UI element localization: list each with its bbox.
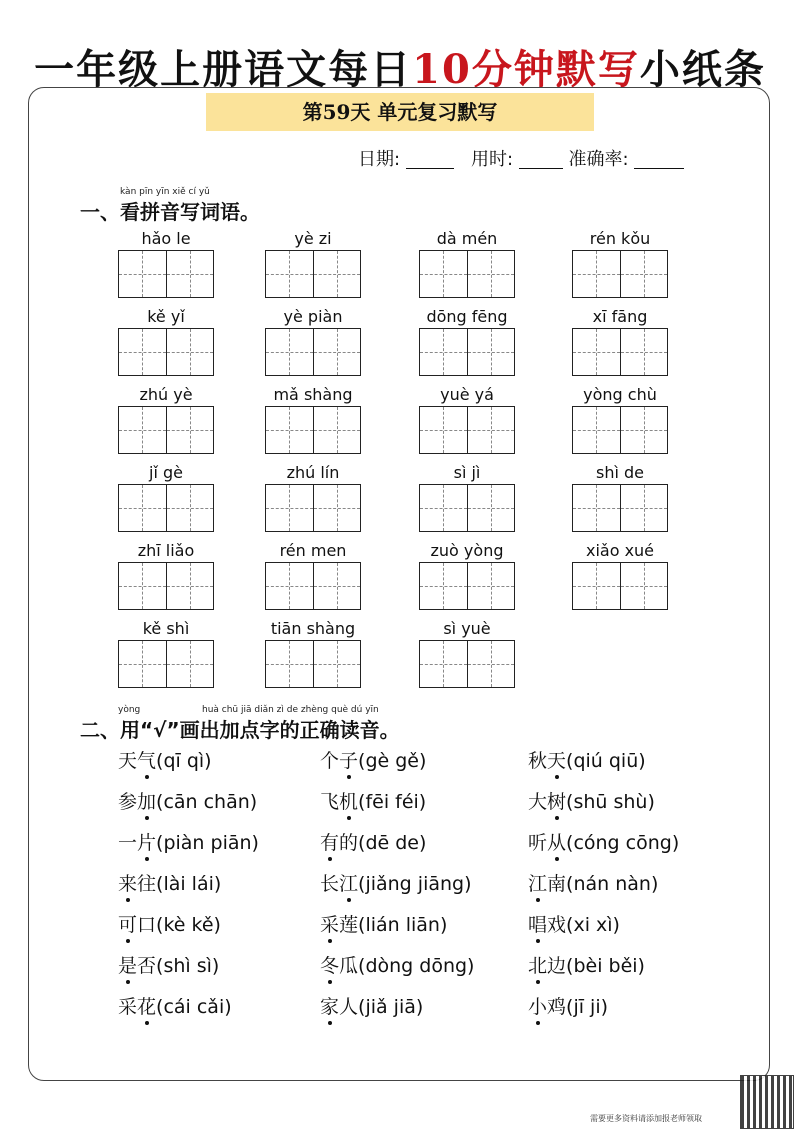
tian-cell[interactable] — [313, 563, 361, 609]
writing-boxes[interactable] — [572, 328, 668, 376]
writing-boxes[interactable] — [265, 328, 361, 376]
tian-cell[interactable] — [313, 641, 361, 687]
time-field[interactable] — [519, 150, 563, 169]
tian-cell[interactable] — [420, 329, 467, 375]
tian-cell[interactable] — [166, 563, 214, 609]
pinyin-label: zhī liǎo — [137, 541, 195, 560]
word-item — [419, 540, 515, 610]
word-item — [118, 462, 214, 532]
word-item — [265, 384, 361, 454]
tian-cell[interactable] — [620, 407, 668, 453]
writing-boxes[interactable] — [419, 406, 515, 454]
pinyin-options[interactable]: (cóng cōng) — [566, 832, 680, 854]
pinyin-label: rén kǒu — [589, 229, 651, 248]
tian-cell[interactable] — [266, 641, 313, 687]
pinyin-label: zhú yè — [139, 385, 193, 404]
pronunciation-question[interactable] — [118, 869, 221, 896]
writing-boxes[interactable] — [118, 250, 214, 298]
tian-cell[interactable] — [119, 329, 166, 375]
pronunciation-question[interactable] — [320, 787, 426, 814]
writing-boxes[interactable] — [118, 484, 214, 532]
tian-cell[interactable] — [420, 563, 467, 609]
word-char: 可 — [118, 914, 138, 936]
pronunciation-question[interactable] — [320, 746, 426, 773]
page-title: 一年级上册语文每日10分钟默写小纸条 — [34, 46, 766, 93]
word-char: 一 — [118, 832, 138, 854]
tian-cell[interactable] — [266, 563, 313, 609]
tian-cell[interactable] — [119, 251, 166, 297]
pinyin-options[interactable]: (cái cǎi) — [156, 996, 232, 1018]
section2-ruby-b: huà chū jiā diǎn zì de zhèng què dú yīn — [202, 705, 379, 715]
word-char: 小 — [528, 996, 548, 1018]
pinyin-label: yòng chù — [583, 385, 657, 404]
tian-cell[interactable] — [313, 329, 361, 375]
tian-cell[interactable] — [467, 407, 515, 453]
pinyin-options[interactable]: (kè kě) — [156, 914, 221, 936]
date-label: 日期: — [358, 149, 401, 170]
tian-cell[interactable] — [467, 641, 515, 687]
word-item — [419, 384, 515, 454]
tian-cell[interactable] — [420, 641, 467, 687]
word-char: 花 — [137, 996, 157, 1018]
word-char: 是 — [118, 955, 138, 977]
tian-cell[interactable] — [467, 563, 515, 609]
writing-boxes[interactable] — [118, 406, 214, 454]
pinyin-options[interactable]: (jiǎng jiāng) — [358, 873, 472, 895]
pinyin-label: hǎo le — [141, 229, 191, 248]
word-char: 戏 — [547, 914, 567, 936]
tian-cell[interactable] — [573, 407, 620, 453]
pinyin-label: tiān shàng — [270, 619, 356, 638]
word-char: 个 — [320, 750, 340, 772]
writing-boxes[interactable] — [419, 484, 515, 532]
section2-title: 二、用“√”画出加点字的正确读音。 — [80, 718, 400, 742]
word-char: 参 — [118, 791, 138, 813]
footer-note: 需要更多资料请添加报老师领取 — [590, 1114, 702, 1123]
tian-cell[interactable] — [166, 485, 214, 531]
word-char: 加 — [137, 791, 157, 813]
word-char: 边 — [547, 955, 567, 977]
writing-boxes[interactable] — [419, 250, 515, 298]
word-char: 飞 — [320, 791, 340, 813]
pinyin-options[interactable]: (fēi féi) — [358, 791, 427, 813]
pinyin-label: yè zi — [294, 229, 332, 248]
pinyin-options[interactable]: (bèi běi) — [566, 955, 645, 977]
word-char: 天 — [547, 750, 567, 772]
tian-cell[interactable] — [119, 641, 166, 687]
word-item — [265, 462, 361, 532]
word-char: 北 — [528, 955, 548, 977]
qr-code — [740, 1075, 794, 1129]
word-item — [419, 462, 515, 532]
word-char: 树 — [547, 791, 567, 813]
word-item — [419, 306, 515, 376]
word-item — [265, 618, 361, 688]
writing-boxes[interactable] — [265, 406, 361, 454]
pinyin-options[interactable]: (jiǎ jiā) — [358, 996, 424, 1018]
word-item — [572, 384, 668, 454]
word-item — [118, 228, 214, 298]
writing-boxes[interactable] — [572, 484, 668, 532]
pronunciation-question[interactable] — [528, 951, 645, 978]
pinyin-label: sì jì — [453, 463, 481, 482]
pinyin-options[interactable]: (lián liān) — [358, 914, 448, 936]
meta-fields — [358, 145, 684, 171]
pronunciation-question[interactable] — [528, 869, 658, 896]
word-item — [265, 306, 361, 376]
word-item — [419, 618, 515, 688]
pinyin-label: yuè yá — [440, 385, 494, 404]
tian-cell[interactable] — [313, 251, 361, 297]
writing-boxes[interactable] — [419, 328, 515, 376]
tian-cell[interactable] — [573, 329, 620, 375]
tian-cell[interactable] — [573, 563, 620, 609]
pinyin-label: zhú lín — [286, 463, 340, 482]
tian-cell[interactable] — [420, 485, 467, 531]
pronunciation-question[interactable] — [118, 951, 219, 978]
word-char: 否 — [137, 955, 157, 977]
word-char: 瓜 — [339, 955, 359, 977]
word-item — [265, 228, 361, 298]
word-char: 的 — [339, 832, 359, 854]
word-char: 采 — [320, 914, 340, 936]
tian-cell[interactable] — [313, 407, 361, 453]
pinyin-options[interactable]: (jī ji) — [566, 996, 609, 1018]
pinyin-label: dōng fēng — [426, 307, 508, 326]
word-char: 唱 — [528, 914, 548, 936]
pinyin-label: jǐ gè — [149, 463, 183, 482]
word-item — [118, 618, 214, 688]
tian-cell[interactable] — [420, 251, 467, 297]
tian-cell[interactable] — [573, 485, 620, 531]
word-char: 南 — [547, 873, 567, 895]
pinyin-options[interactable]: (dē de) — [358, 832, 427, 854]
word-char: 大 — [528, 791, 548, 813]
day-label: 第59天 单元复习默写 — [206, 93, 594, 131]
writing-boxes[interactable] — [265, 484, 361, 532]
tian-cell[interactable] — [166, 407, 214, 453]
writing-boxes[interactable] — [265, 640, 361, 688]
pinyin-options[interactable]: (lài lái) — [156, 873, 222, 895]
pinyin-label: sì yuè — [443, 619, 491, 638]
tian-cell[interactable] — [620, 563, 668, 609]
pronunciation-question[interactable] — [528, 992, 608, 1019]
tian-cell[interactable] — [620, 485, 668, 531]
word-char: 往 — [137, 873, 157, 895]
time-label: 用时: — [470, 149, 514, 170]
pinyin-options[interactable]: (nán nàn) — [566, 873, 659, 895]
pinyin-options[interactable]: (shì sì) — [156, 955, 220, 977]
pinyin-label: dà mén — [436, 229, 498, 248]
word-char: 采 — [118, 996, 138, 1018]
word-char: 从 — [547, 832, 567, 854]
tian-cell[interactable] — [266, 407, 313, 453]
writing-boxes[interactable] — [419, 562, 515, 610]
word-char: 人 — [339, 996, 359, 1018]
word-char: 秋 — [528, 750, 548, 772]
pinyin-options[interactable]: (dòng dōng) — [358, 955, 475, 977]
word-char: 气 — [137, 750, 157, 772]
word-char: 长 — [320, 873, 340, 895]
pronunciation-question[interactable] — [118, 746, 212, 773]
pronunciation-question[interactable] — [118, 910, 221, 937]
pronunciation-question[interactable] — [320, 910, 447, 937]
writing-boxes[interactable] — [118, 640, 214, 688]
accuracy-label: 准确率: — [568, 149, 629, 170]
pinyin-options[interactable]: (qī qì) — [156, 750, 212, 772]
word-item — [118, 306, 214, 376]
tian-cell[interactable] — [266, 485, 313, 531]
tian-cell[interactable] — [467, 485, 515, 531]
tian-cell[interactable] — [467, 251, 515, 297]
word-item — [118, 540, 214, 610]
pinyin-label: shì de — [595, 463, 644, 482]
pronunciation-question[interactable] — [118, 992, 232, 1019]
pinyin-options[interactable]: (xi xì) — [566, 914, 620, 936]
pronunciation-question[interactable] — [320, 828, 426, 855]
word-char: 莲 — [339, 914, 359, 936]
pinyin-label: xī fāng — [592, 307, 648, 326]
pronunciation-question[interactable] — [118, 828, 259, 855]
pinyin-options[interactable]: (shū shù) — [566, 791, 655, 813]
pinyin-label: yè piàn — [283, 307, 343, 326]
word-char: 家 — [320, 996, 340, 1018]
tian-cell[interactable] — [166, 251, 214, 297]
tian-cell[interactable] — [266, 251, 313, 297]
word-char: 鸡 — [547, 996, 567, 1018]
pinyin-label: rén men — [279, 541, 347, 560]
word-char: 来 — [118, 873, 138, 895]
writing-boxes[interactable] — [572, 562, 668, 610]
pinyin-options[interactable]: (cān chān) — [156, 791, 258, 813]
writing-boxes[interactable] — [118, 328, 214, 376]
tian-cell[interactable] — [266, 329, 313, 375]
writing-boxes[interactable] — [265, 562, 361, 610]
date-field[interactable] — [406, 150, 454, 169]
tian-cell[interactable] — [620, 251, 668, 297]
word-item — [572, 462, 668, 532]
word-char: 冬 — [320, 955, 340, 977]
pinyin-options[interactable]: (qiú qiū) — [566, 750, 646, 772]
word-item — [265, 540, 361, 610]
accuracy-field[interactable] — [634, 150, 684, 169]
tian-cell[interactable] — [119, 485, 166, 531]
pinyin-label: kě yǐ — [147, 307, 185, 326]
word-char: 片 — [137, 832, 157, 854]
word-item — [572, 228, 668, 298]
pinyin-label: mǎ shàng — [273, 385, 353, 404]
pinyin-label: zuò yòng — [430, 541, 504, 560]
word-item — [572, 540, 668, 610]
pronunciation-question[interactable] — [320, 869, 472, 896]
pronunciation-question[interactable] — [528, 746, 646, 773]
tian-cell[interactable] — [119, 407, 166, 453]
pinyin-label: xiǎo xué — [585, 541, 655, 560]
word-char: 江 — [339, 873, 359, 895]
word-item — [572, 306, 668, 376]
pronunciation-question[interactable] — [528, 828, 679, 855]
pronunciation-question[interactable] — [320, 992, 423, 1019]
section1-ruby: kàn pīn yīn xiě cí yǔ — [120, 187, 210, 197]
word-char: 口 — [137, 914, 157, 936]
word-item — [118, 384, 214, 454]
pronunciation-question[interactable] — [320, 951, 474, 978]
pinyin-options[interactable]: (piàn piān) — [156, 832, 259, 854]
writing-boxes[interactable] — [572, 406, 668, 454]
tian-cell[interactable] — [313, 485, 361, 531]
word-char: 机 — [339, 791, 359, 813]
writing-boxes[interactable] — [572, 250, 668, 298]
tian-cell[interactable] — [166, 641, 214, 687]
word-char: 天 — [118, 750, 138, 772]
pronunciation-question[interactable] — [528, 787, 655, 814]
word-char: 听 — [528, 832, 548, 854]
writing-boxes[interactable] — [118, 562, 214, 610]
word-char: 子 — [339, 750, 359, 772]
writing-boxes[interactable] — [419, 640, 515, 688]
tian-cell[interactable] — [573, 251, 620, 297]
tian-cell[interactable] — [420, 407, 467, 453]
word-char: 有 — [320, 832, 340, 854]
section1-title: 一、看拼音写词语。 — [80, 200, 260, 224]
word-char: 江 — [528, 873, 548, 895]
word-item — [419, 228, 515, 298]
pronunciation-question[interactable] — [118, 787, 257, 814]
writing-boxes[interactable] — [265, 250, 361, 298]
pronunciation-question[interactable] — [528, 910, 620, 937]
pinyin-label: kě shì — [142, 619, 190, 638]
tian-cell[interactable] — [166, 329, 214, 375]
pinyin-options[interactable]: (gè gě) — [358, 750, 427, 772]
tian-cell[interactable] — [620, 329, 668, 375]
section2-ruby-a: yòng — [118, 705, 141, 715]
tian-cell[interactable] — [467, 329, 515, 375]
tian-cell[interactable] — [119, 563, 166, 609]
